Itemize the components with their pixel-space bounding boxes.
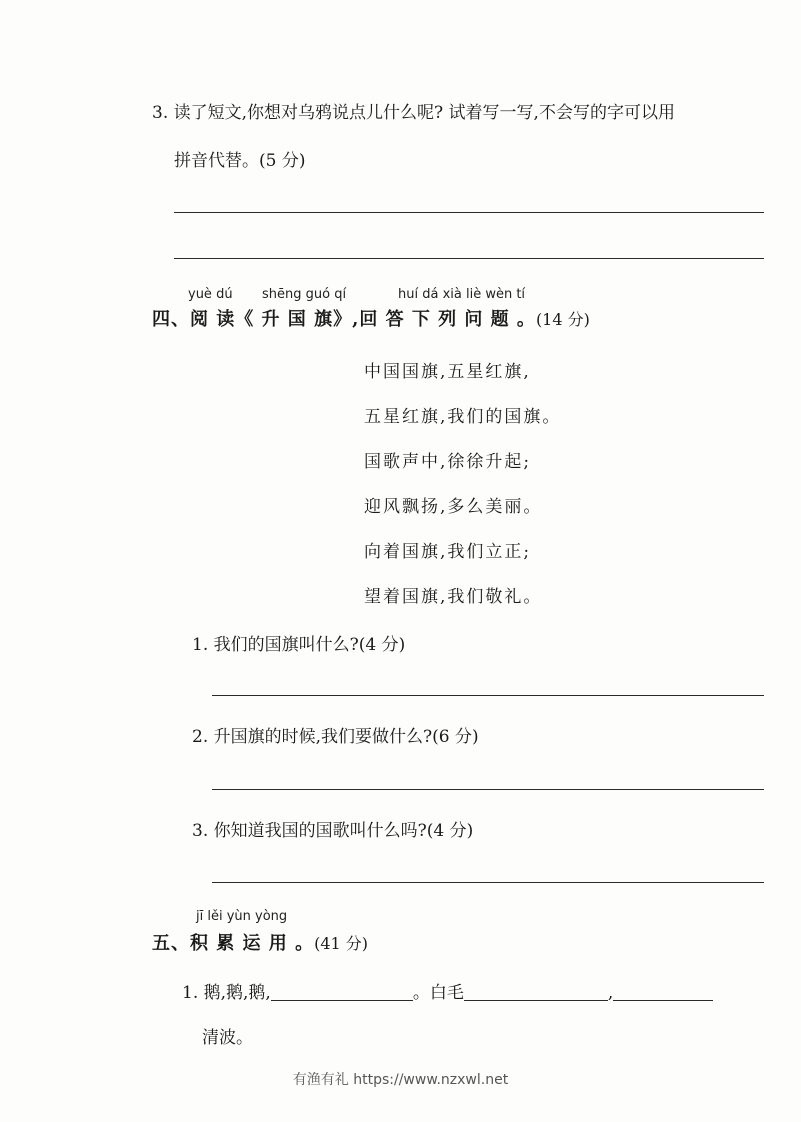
q5-1-part-a: 1. 鹅,鹅,鹅,: [182, 983, 271, 1003]
section-4-heading: [152, 305, 590, 331]
poem-line: 国歌声中,徐徐升起;: [364, 452, 532, 472]
answer-line[interactable]: [174, 258, 764, 259]
question-3-line2: 拼音代替。(5 分): [174, 151, 306, 171]
footer-watermark: 有渔有礼 https://www.nzxwl.net: [292, 1072, 509, 1088]
question-4-1: 1. 我们的国旗叫什么?(4 分): [192, 635, 406, 655]
pinyin-jilei: jī lěi yùn yòng: [196, 909, 288, 924]
pinyin-yuedu: yuè dú: [188, 287, 233, 302]
pinyin-shengguoqi: shēng guó qí: [262, 287, 347, 302]
answer-line[interactable]: [212, 882, 764, 883]
poem-line: 五星红旗,我们的国旗。: [364, 407, 562, 427]
question-4-3: 3. 你知道我国的国歌叫什么吗?(4 分): [192, 821, 474, 841]
question-4-2: 2. 升国旗的时候,我们要做什么?(6 分): [192, 727, 479, 747]
answer-line[interactable]: [212, 695, 764, 696]
fill-blank[interactable]: [613, 982, 713, 1001]
q5-1-part-c: ,: [607, 983, 614, 1003]
section-5-heading: [152, 929, 368, 955]
pinyin-huida: huí dá xià liè wèn tí: [398, 287, 526, 302]
poem-line: 望着国旗,我们敬礼。: [364, 587, 543, 607]
question-3-line1: 3. 读了短文,你想对乌鸦说点儿什么呢? 试着写一写,不会写的字可以用: [152, 103, 675, 123]
answer-line[interactable]: [212, 789, 764, 790]
section-5-score: (41 分): [314, 934, 369, 953]
poem-line: 迎风飘扬,多么美丽。: [364, 497, 543, 517]
answer-line[interactable]: [174, 212, 764, 213]
poem-line: 向着国旗,我们立正;: [364, 542, 532, 562]
fill-blank[interactable]: [464, 982, 608, 1001]
fill-blank[interactable]: [271, 982, 413, 1001]
section-5-title: 五、积 累 运 用 。: [152, 933, 315, 954]
question-5-1: [182, 978, 713, 1003]
question-5-1-end: 清波。: [202, 1028, 253, 1048]
section-4-title: 四、阅 读《 升 国 旗》,回 答 下 列 问 题 。: [152, 309, 536, 330]
q5-1-part-b: 。白毛: [412, 983, 464, 1003]
section-4-score: (14 分): [535, 310, 590, 329]
poem-line: 中国国旗,五星红旗,: [364, 362, 531, 382]
